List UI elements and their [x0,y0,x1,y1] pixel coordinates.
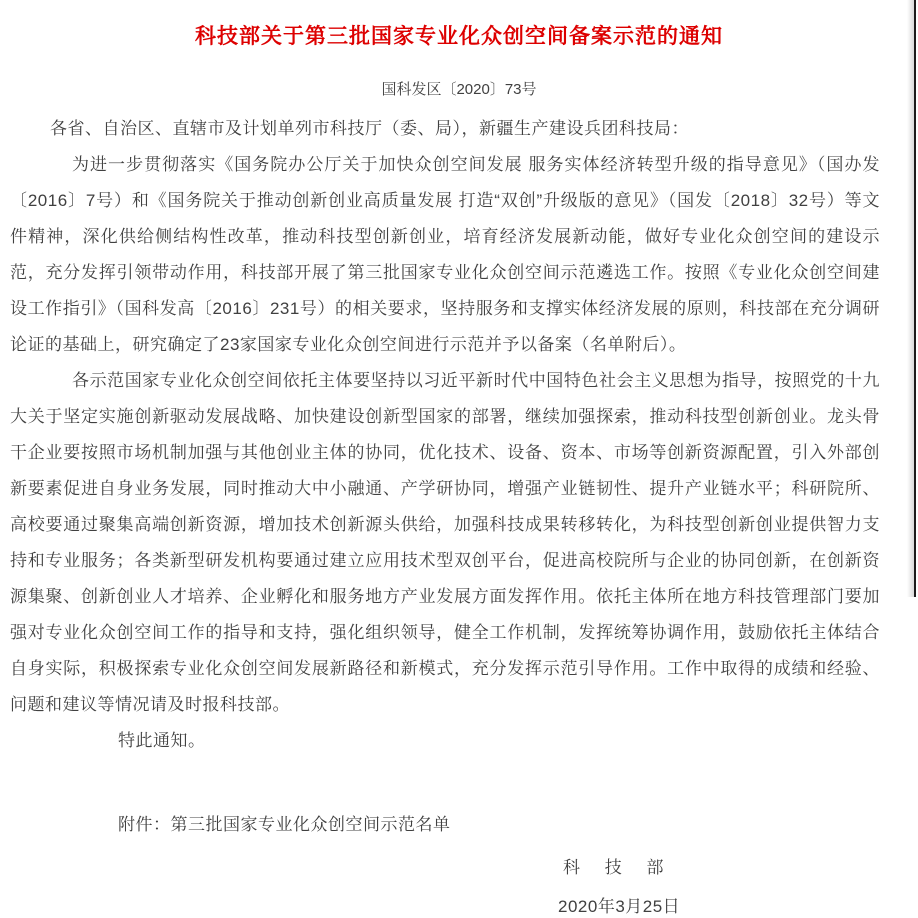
attachment-line: 附件：第三批国家专业化众创空间示范名单 [118,815,451,834]
scrollbar-track [907,0,914,597]
scrollbar-thumb[interactable] [914,0,916,597]
body-paragraph-1: 为进一步贯彻落实《国务院办公厅关于加快众创空间发展 服务实体经济转型升级的指导意见》（国办发〔2016〕7号）和《国务院关于推动创新创业高质量发展 打造“双创”升级版的意见》（国发〔2018〕32号）等文件精神，深化供给侧结构性改革，推动科技型创新创业，培育经济发展新动能，做好专业化众创空间的建设示范，充分发挥引领带动作用，科技部开展了第三批国家专业化众创空间示范遴选工作。按照《专业化众创空间建设工作指引》（国科发高〔2016〕231号）的相关要求，坚持服务和支撑实体经济发展的原则，科技部在充分调研论证的基础上，研究确定了23家国家专业化众创空间进行示范并予以备案（名单附后）。 [10,155,880,354]
issue-date: 2020年3月25日 [558,897,681,916]
page-title: 科技部关于第三批国家专业化众创空间备案示范的通知 [195,25,723,48]
signature-block [0,856,918,918]
salutation-line: 各省、自治区、直辖市及计划单列市科技厅（委、局），新疆生产建设兵团科技局： [50,119,689,138]
body-paragraph-2: 各示范国家专业化众创空间依托主体要坚持以习近平新时代中国特色社会主义思想为指导，按照党的十九大关于坚定实施创新驱动发展战略、加快建设创新型国家的部署，继续加强探索，推动科技型创新创业。龙头骨干企业要按照市场机制加强与其他创业主体的协同，优化技术、设备、资本、市场等创新资源配置，引入外部创新要素促进自身业务发展，同时推动大中小融通、产学研协同，增强产业链韧性、提升产业链水平；科研院所、高校要通过聚集高端创新资源，增加技术创新源头供给，加强科技成果转移转化，为科技型创新创业提供智力支持和专业服务；各类新型研发机构要通过建立应用技术型双创平台，促进高校院所与企业的协同创新，在创新资源集聚、创新创业人才培养、企业孵化和服务地方产业发展方面发挥作用。依托主体所在地方科技管理部门要加强对专业化众创空间工作的指导和支持，强化组织领导，健全工作机制，发挥统筹协调作用，鼓励依托主体结合自身实际，积极探索专业化众创空间发展新路径和新模式，充分发挥示范引导作用。工作中取得的成绩和经验、问题和建议等情况请及时报科技部。 [10,371,880,714]
closing-line: 特此通知。 [118,731,206,750]
doc-number: 国科发区〔2020〕73号 [381,81,537,98]
signer-name: 科 技 部 [563,858,674,877]
